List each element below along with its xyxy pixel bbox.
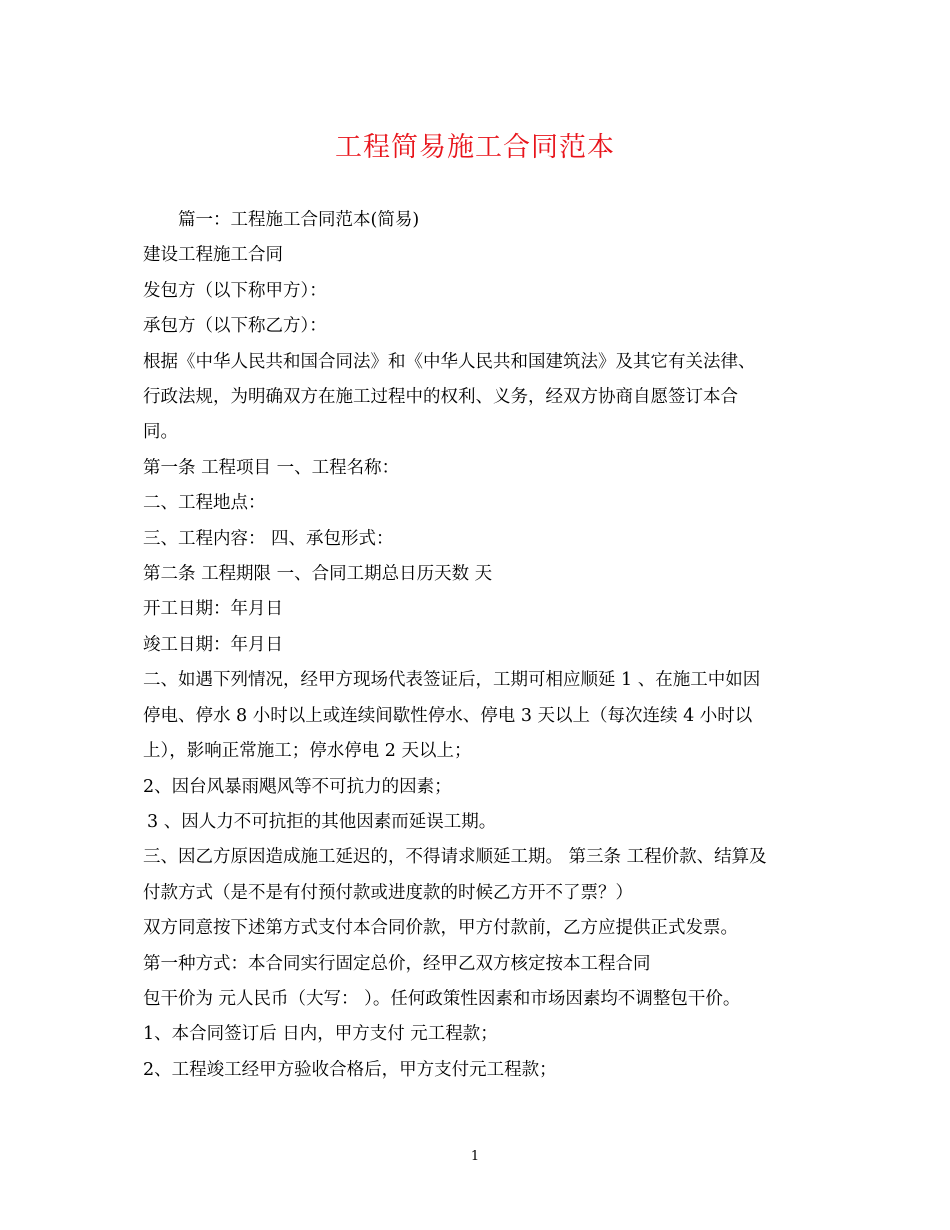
body-line: 上），影响正常施工；停水停电 2 天以上； <box>143 741 472 762</box>
body-line: 发包方（以下称甲方）： <box>143 280 327 301</box>
body-line: 三、因乙方原因造成施工延迟的，不得请求顺延工期。 第三条 工程价款、结算及 <box>143 847 767 868</box>
document-title: 工程简易施工合同范本 <box>335 132 615 163</box>
body-line: 双方同意按下述第方式支付本合同价款，甲方付款前，乙方应提供正式发票。 <box>143 918 738 939</box>
body-line: 2、因台风暴雨飓风等不可抗力的因素； <box>143 776 452 797</box>
body-line: 第二条 工程期限 一、合同工期总日历天数 天 <box>143 564 493 585</box>
body-line: 停电、停水 8 小时以上或连续间歇性停水、停电 3 天以上（每次连续 4 小时以 <box>143 705 753 726</box>
body-line: 二、工程地点： <box>143 493 266 514</box>
body-line: 包干价为 元人民币（大写： ）。任何政策性因素和市场因素均不调整包干价。 <box>143 988 741 1009</box>
body-line: 第一种方式：本合同实行固定总价，经甲乙双方核定按本工程合同 <box>143 953 651 974</box>
document-body <box>143 203 833 1088</box>
body-line: 3 、因人力不可抗拒的其他因素而延误工期。 <box>147 811 497 832</box>
page-number: 1 <box>470 1149 480 1164</box>
body-line: 2、工程竣工经甲方验收合格后，甲方支付元工程款； <box>143 1059 557 1080</box>
body-line: 篇一：工程施工合同范本(简易) <box>178 210 420 230</box>
body-line: 根据《中华人民共和国合同法》和《中华人民共和国建筑法》及其它有关法律、 <box>143 351 756 372</box>
body-line: 二、如遇下列情况，经甲方现场代表签证后，工期可相应顺延 1 、在施工中如因 <box>143 670 761 691</box>
body-line: 行政法规，为明确双方在施工过程中的权利、义务，经双方协商自愿签订本合 <box>143 387 738 408</box>
body-line: 三、工程内容： 四、承包形式： <box>143 528 394 549</box>
body-line: 竣工日期：年月日 <box>143 634 283 655</box>
body-line: 第一条 工程项目 一、工程名称： <box>143 457 400 478</box>
body-line: 承包方（以下称乙方）： <box>143 316 327 337</box>
body-line: 建设工程施工合同 <box>143 245 283 266</box>
body-line: 同。 <box>143 422 178 443</box>
body-line: 1、本合同签订后 日内，甲方支付 元工程款； <box>143 1024 498 1045</box>
body-line: 开工日期：年月日 <box>143 599 283 620</box>
body-line: 付款方式（是不是有付预付款或进度款的时候乙方开不了票？） <box>143 882 633 903</box>
